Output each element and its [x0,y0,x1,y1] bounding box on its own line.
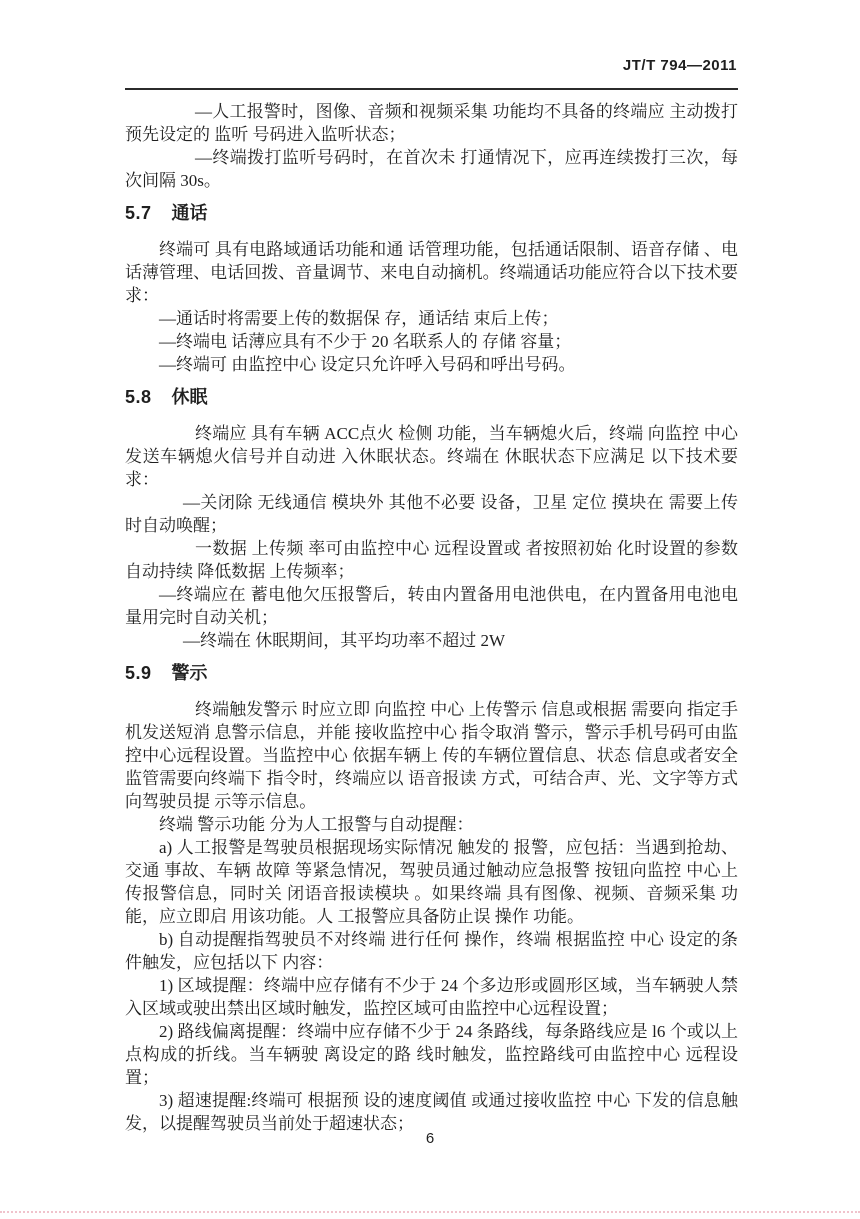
section-number: 5.7 [125,203,152,223]
page-number: 6 [425,1130,435,1147]
dash-item: —人工报警时，图像、音频和视频采集 功能均不具备的终端应 主动拨打预先设定的 监听 号码进入监听状态； [125,102,738,144]
dash-item: —终端拨打监听号码时，在首次未 打通情况下，应再连续拨打三次，每次间隔 30s。 [125,148,738,190]
section-title: 警示 [171,663,208,683]
dash-item: —关闭除 无线通信 模块外 其他不必要 设备，卫星 定位 摸块在 需要上传时自动唤醒； [125,493,738,535]
section-heading-5-9 [125,662,738,685]
dash-item: —终端在 休眠期间，其平均功率不超过 2W [183,631,506,650]
list-item: 2) 路线偏离提醒：终端中应存储不少于 24 条路线，每条路线应是 l6 个或以上点构成的折线。当车辆驶 离设定的路 线时触发，监控路线可由监控中心 远程设置； [125,1022,738,1087]
dash-item: —终端应在 蓄电他欠压报警后，转由内置备用电池供电，在内置备用电池电量用完时自动关机； [125,585,738,627]
paragraph: 终端应 具有车辆 ACC点火 检侧 功能，当车辆熄火后，终端 向监控 中心发送车辆熄火信号并自动进 入休眠状态。终端在 休眠状态下应满足 以下技术要求： [125,424,738,489]
page-bottom-divider [0,1211,860,1213]
header-rule [125,88,738,90]
list-item: 3) 超速提醒:终端可 根据预 设的速度阈值 或通过接收监控 中心 下发的信息触发，以提醒驾驶员当前处于超速状态； [125,1091,738,1133]
list-item: a) 人工报警是驾驶员根据现场实际情况 触发的 报警，应包括：当遇到抢劫、交通 事故、车辆 故障 等紧急情况，驾驶员通过触动应急报警 按钮向监控 中心上传报警信息，同时关 闭语音报读模块 。如果终端 具有图像、视频、音频采集 功能，应立即启 用该功能。人 工报警应具备防止误 操作 功能。 [125,838,738,926]
section-title: 通话 [171,203,208,223]
dash-item: —终端可 由监控中心 设定只允许呼入号码和呼出号码。 [159,355,576,374]
dash-item: 一数据 上传频 率可由监控中心 远程设置或 者按照初始 化时设置的参数自动持续 降低数据 上传频率； [125,539,738,581]
section-number: 5.9 [125,663,152,683]
dash-item: —通话时将需要上传的数据保 存，通话结 束后上传； [159,309,559,328]
list-item: b) 自动提醒指驾驶员不对终端 进行任何 操作，终端 根据监控 中心 设定的条件触发，应包括以下 内容： [125,930,738,972]
paragraph: 终端触发警示 时应立即 向监控 中心 上传警示 信息或根据 需要向 指定手机发送短消 息警示信息，并能 接收监控中心 指令取消 警示，警示手机号码可由监控中心远程设置。当监控中心 依据车辆上 传的车辆位置信息、状态 信息或者安全监管需要向终端下 指令时，终端应以 语音报读 方式，可结合声、光、文字等方式向驾驶员提 示等示信息。 [125,700,738,811]
section-title: 休眠 [171,387,208,407]
document-number: JT/T 794—2011 [622,57,737,74]
section-heading-5-8 [125,386,738,409]
list-item: 1) 区域提醒：终端中应存储有不少于 24 个多边形或圆形区域，当车辆驶人禁入区域或驶出禁出区域时触发，监控区域可由监控中心远程设置； [125,976,738,1018]
section-heading-5-7 [125,202,738,225]
paragraph: 终端 警示功能 分为人工报警与自动提醒： [159,815,474,834]
section-number: 5.8 [125,387,152,407]
dash-item: —终端电 话薄应具有不少于 20 名联系人的 存储 容量； [159,332,572,351]
paragraph: 终端可 具有电路域通话功能和通 话管理功能，包括通话限制、语音存储 、电话薄管理、电话回拨、音量调节、来电自动摘机。终端通话功能应符合以下技术要求： [125,240,738,305]
page-body-text [125,100,738,1135]
